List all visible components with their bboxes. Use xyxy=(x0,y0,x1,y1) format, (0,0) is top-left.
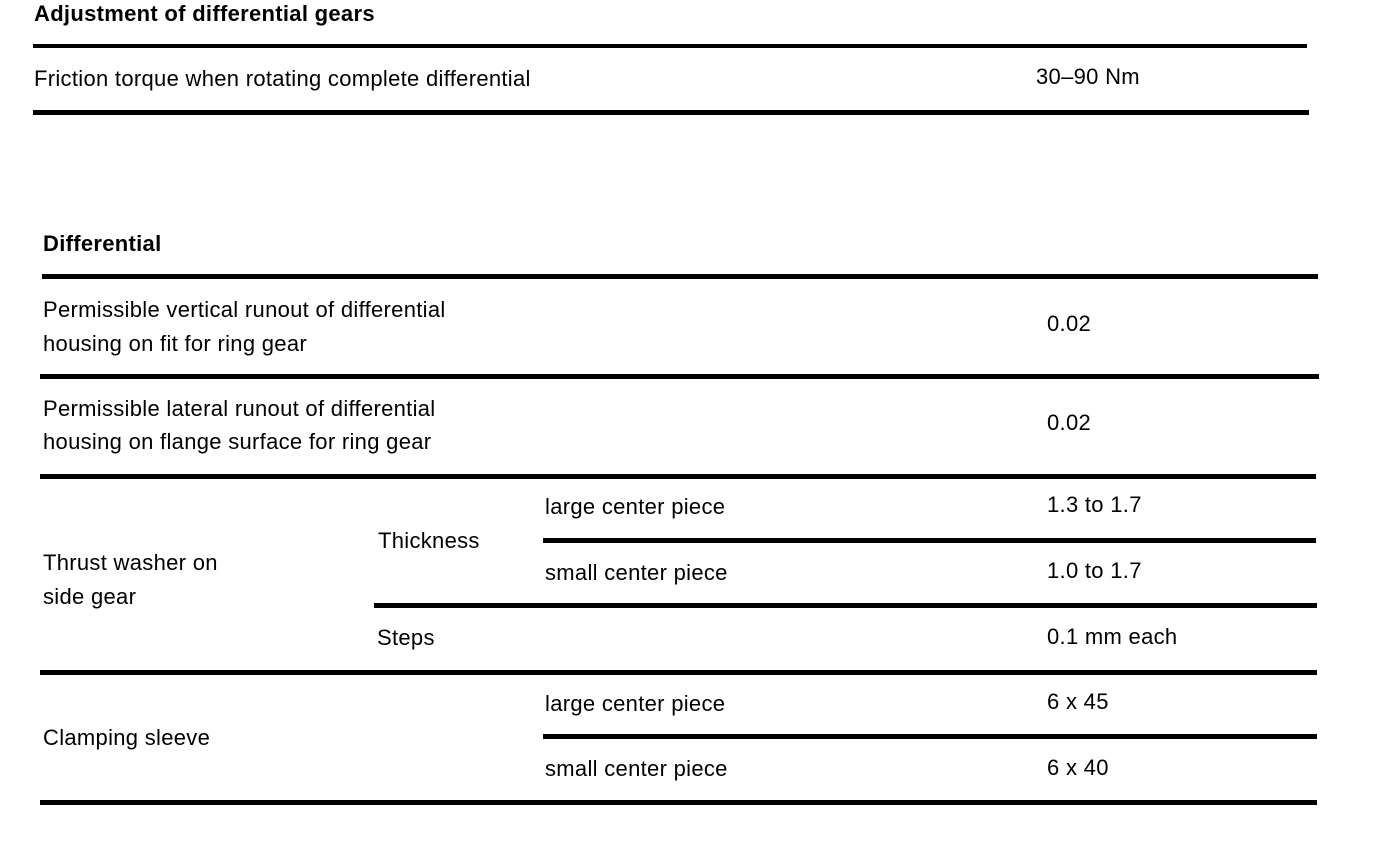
thrust-washer-label-line1: Thrust washer on xyxy=(43,550,218,575)
divider xyxy=(543,538,1316,543)
friction-torque-value: 30–90 Nm xyxy=(1036,64,1140,89)
divider xyxy=(40,670,1317,675)
divider xyxy=(33,44,1307,48)
divider xyxy=(40,374,1319,379)
sleeve-small-label: small center piece xyxy=(545,756,728,781)
divider xyxy=(40,474,1316,479)
steps-value: 0.1 mm each xyxy=(1047,624,1178,649)
sleeve-large-value: 6 x 45 xyxy=(1047,689,1109,714)
divider xyxy=(543,734,1317,739)
divider xyxy=(33,110,1309,115)
friction-torque-label: Friction torque when rotating complete differential xyxy=(34,66,531,91)
thickness-large-label: large center piece xyxy=(545,494,726,519)
lateral-runout-label-line1: Permissible lateral runout of differential xyxy=(43,396,436,421)
thrust-washer-label-line2: side gear xyxy=(43,584,137,609)
lateral-runout-label-line2: housing on flange surface for ring gear xyxy=(43,429,432,454)
thickness-small-label: small center piece xyxy=(545,560,728,585)
vertical-runout-value: 0.02 xyxy=(1047,311,1092,336)
divider xyxy=(40,800,1317,805)
section-title-differential: Differential xyxy=(43,231,162,256)
sleeve-small-value: 6 x 40 xyxy=(1047,755,1109,780)
lateral-runout-value: 0.02 xyxy=(1047,410,1092,435)
sleeve-large-label: large center piece xyxy=(545,691,726,716)
section-title-adjustment: Adjustment of differential gears xyxy=(34,1,375,26)
thickness-large-value: 1.3 to 1.7 xyxy=(1047,492,1142,517)
vertical-runout-label-line2: housing on fit for ring gear xyxy=(43,331,307,356)
steps-label: Steps xyxy=(377,625,435,650)
clamping-sleeve-label: Clamping sleeve xyxy=(43,725,211,750)
divider xyxy=(42,274,1318,279)
divider xyxy=(374,603,1317,608)
thickness-small-value: 1.0 to 1.7 xyxy=(1047,558,1142,583)
thickness-label: Thickness xyxy=(378,528,480,553)
vertical-runout-label-line1: Permissible vertical runout of differential xyxy=(43,297,446,322)
